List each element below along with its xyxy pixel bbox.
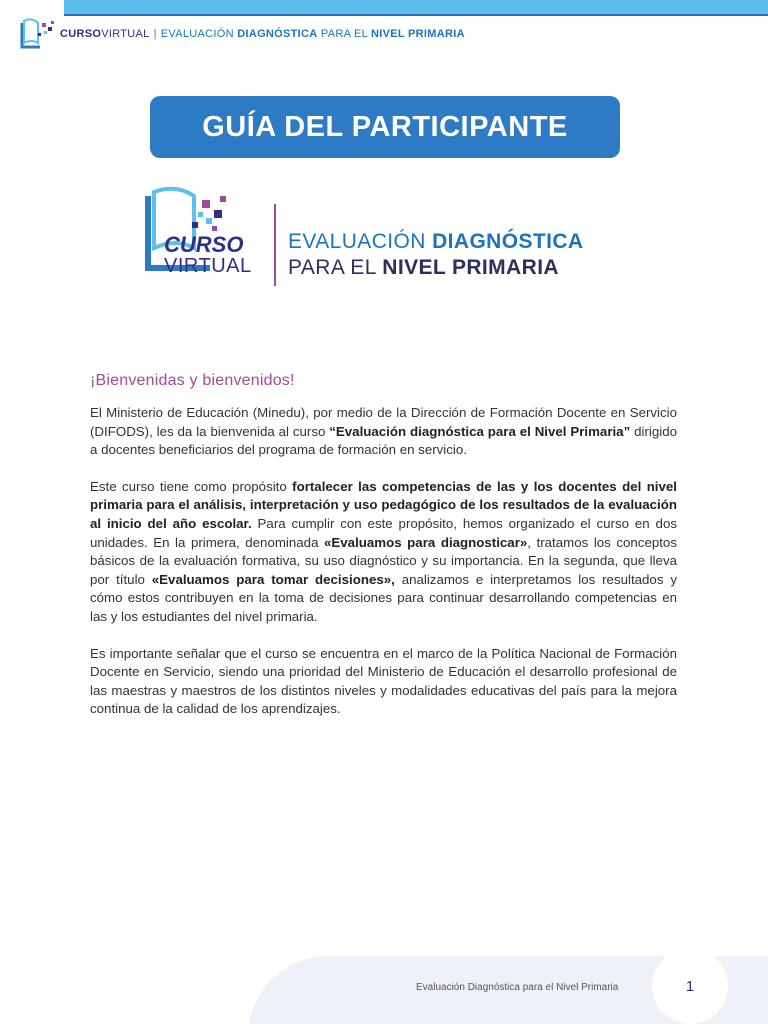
header-text [60, 28, 465, 40]
header-logo [18, 16, 465, 52]
header-separator: | [153, 28, 157, 40]
paragraph-intro: El Ministerio de Educación (Minedu), por medio de la Dirección de Formación Docente en Servicio (DIFODS), les da la bienvenida al curso “Evaluación diagnóstica para el Nivel Primaria” dirigido a docentes beneficiarios del programa de formación en servicio. [90, 405, 677, 458]
top-accent-bar [64, 0, 768, 16]
logo-curso: CURSO [164, 232, 244, 257]
logo-line-2: PARA EL NIVEL PRIMARIA [288, 256, 559, 279]
logo-virtual: VIRTUAL [164, 255, 252, 277]
logo-divider [274, 204, 276, 286]
book-logo-icon [18, 17, 60, 51]
page-number-badge [652, 948, 728, 1024]
course-logo [140, 182, 640, 292]
paragraph-policy: Es importante señalar que el curso se encuentra en el marco de la Política Nacional de Formación Docente en Servicio, siendo una prioridad del Ministerio de Educación el desarrollo profesional de las maestras y maestros de los distintos niveles y modalidades educativas del país para la mejora continua de la calidad de los aprendizajes. [90, 645, 677, 717]
header-course-name: EVALUACIÓN DIAGNÓSTICA PARA EL NIVEL PRIMARIA [160, 28, 465, 40]
guide-title-banner [150, 96, 620, 158]
paragraph-purpose: Este curso tiene como propósito fortalecer las competencias de las y los docentes del nivel primaria para el análisis, interpretación y uso pedagógico de los resultados de la evaluación al inicio del año escolar. Para cumplir con este propósito, hemos organizado el curso en dos unidades. En la primera, denominada «Evaluamos para diagnosticar», tratamos los conceptos básicos de la evaluación formativa, su uso diagnóstico y su importancia. En la segunda, que lleva por título «Evaluamos para tomar decisiones», analizamos e interpretamos los resultados y cómo estos contribuyen en la toma de decisiones para continuar desarrollando competencias en las y los estudiantes del nivel primaria. [90, 478, 677, 624]
page-number: 1 [685, 977, 695, 995]
logo-line-1: EVALUACIÓN DIAGNÓSTICA [288, 230, 584, 253]
header-virtual: VIRTUAL [101, 28, 150, 40]
footer-text: Evaluación Diagnóstica para el Nivel Primaria [416, 982, 619, 993]
page-title: GUÍA DEL PARTICIPANTE [202, 110, 568, 143]
main-content [90, 372, 677, 737]
header-curso: CURSO [60, 28, 102, 40]
welcome-heading: ¡Bienvenidas y bienvenidos! [90, 372, 295, 389]
